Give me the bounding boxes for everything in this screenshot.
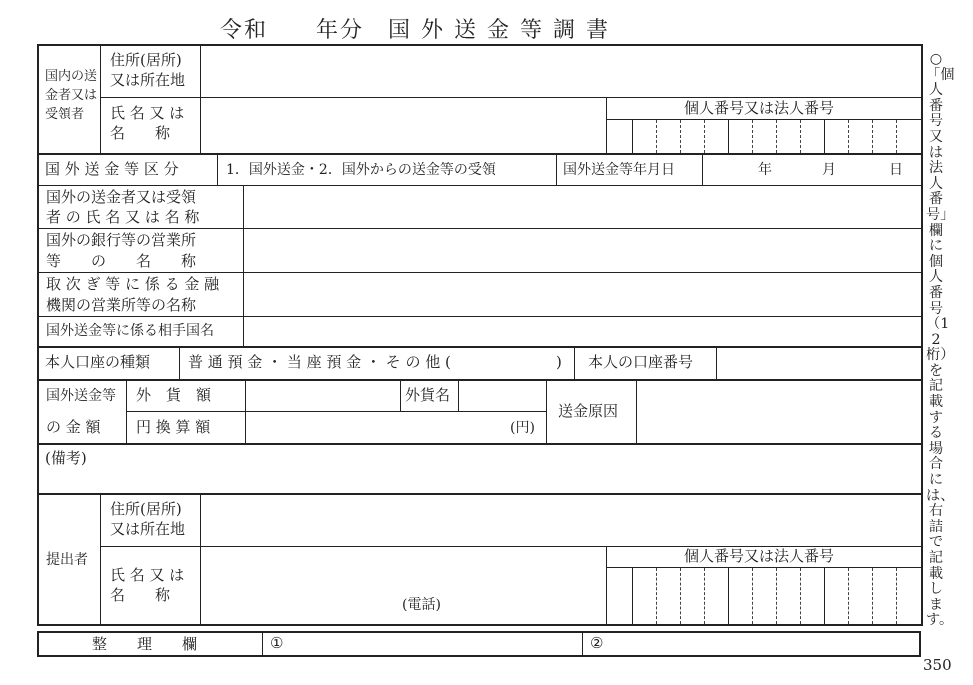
yen-amount-label: 円 換 算 額 [136, 418, 211, 436]
agent-bank-label-2: 機関の営業所等の名称 [46, 296, 197, 314]
amount-label-2: の 金 額 [46, 418, 101, 436]
sender-group-label-3: 受領者 [45, 107, 85, 122]
date-month: 月 [822, 162, 836, 178]
counter-country-label: 国外送金等に係る相手国名 [46, 323, 214, 339]
form-title: 令和 年分 国 外 送 金 等 調 書 [220, 18, 610, 43]
date-day: 日 [889, 162, 903, 178]
submitter-group-label: 提出者 [46, 552, 88, 568]
sender-name-label-1: 氏 名 又 は [110, 104, 185, 122]
submitter-name-label-1: 氏 名 又 は [110, 566, 185, 584]
remittance-date-label: 国外送金等年月日 [563, 162, 675, 178]
amount-label-1: 国外送金等 [46, 388, 116, 404]
sender-group-label-1: 国内の送 [45, 69, 98, 84]
foreign-bank-label-2: 等 の 名 称 [46, 252, 197, 270]
account-number-label: 本人の口座番号 [588, 353, 694, 371]
account-type-close-paren: ) [556, 353, 562, 371]
account-type-label: 本人口座の種類 [45, 353, 151, 371]
submitter-phone-label: (電話) [402, 597, 441, 613]
sender-address-label-2: 又は所在地 [110, 71, 186, 89]
remittance-type-label: 国 外 送 金 等 区 分 [45, 160, 179, 178]
filing-circle-1: ① [270, 634, 284, 652]
remarks-label: (備考) [45, 449, 87, 467]
sender-group-label-2: 金者又は [45, 88, 98, 103]
yen-unit: (円) [510, 420, 535, 436]
sender-name-label-2: 名 称 [110, 124, 171, 142]
submitter-name-label-2: 名 称 [110, 586, 171, 604]
sender-id-number-label: 個人番号又は法人番号 [684, 99, 835, 117]
side-note: ○「個人番号又は法人番号」欄に個人番号（12桁）を記載する場合には、右詰で記載します。 [926, 51, 955, 629]
submitter-address-label-2: 又は所在地 [110, 520, 186, 538]
remittance-type-value: 1．国外送金・2．国外からの送金等の受領 [226, 162, 496, 178]
filing-label: 整 理 欄 [92, 635, 198, 653]
remittance-reason-label: 送金原因 [558, 402, 619, 420]
foreign-party-label-2: 者 の 氏 名 又 は 名 称 [46, 208, 200, 226]
account-type-options: 普 通 預 金 ・ 当 座 預 金 ・ そ の 他 ( [188, 353, 451, 371]
page-number: 350 [923, 656, 952, 674]
foreign-amount-label: 外 貨 額 [136, 386, 212, 404]
submitter-id-number-label: 個人番号又は法人番号 [684, 547, 835, 565]
submitter-address-label-1: 住所(居所) [110, 500, 182, 518]
sender-address-label-1: 住所(居所) [110, 51, 182, 69]
currency-name-label: 外貨名 [405, 386, 451, 404]
filing-circle-2: ② [590, 634, 604, 652]
foreign-bank-label-1: 国外の銀行等の営業所 [46, 231, 197, 249]
foreign-party-label-1: 国外の送金者又は受領 [46, 188, 197, 206]
agent-bank-label-1: 取 次 ぎ 等 に 係 る 金 融 [46, 275, 220, 293]
date-year: 年 [758, 162, 772, 178]
